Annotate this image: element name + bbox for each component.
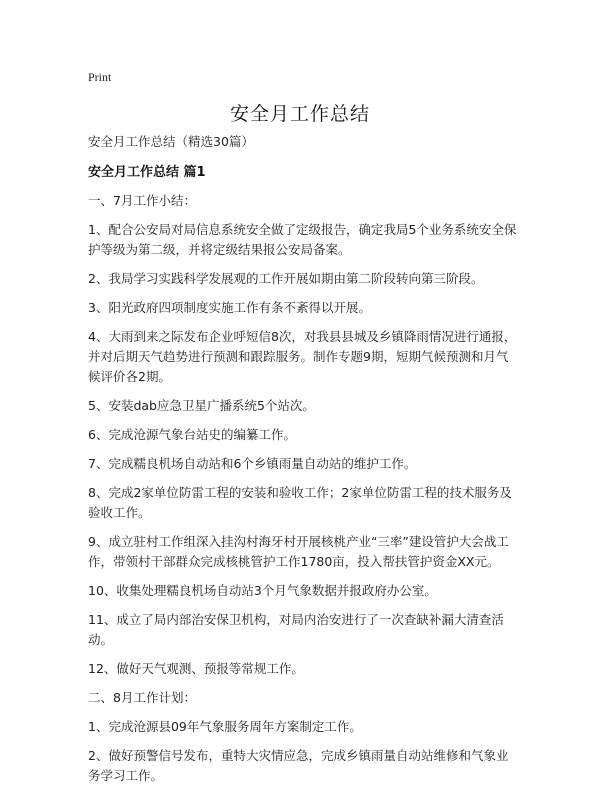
document-title: 安全月工作总结 — [229, 103, 370, 125]
paragraph-item-5: 5、安装dab应急卫星广播系统5个站次。 — [88, 398, 315, 413]
document-body — [88, 132, 518, 795]
paragraph-plan-item-2: 2、做好预警信号发布，重特大灾情应急，完成乡镇雨量自动站维修和气象业务学习工作。 — [88, 748, 509, 783]
paragraph-august-plan-heading: 二、8月工作计划： — [88, 690, 196, 705]
paragraph-item-7: 7、完成糯良机场自动站和6个乡镇雨量自动站的维护工作。 — [88, 456, 417, 471]
document-subtitle: 安全月工作总结（精选30篇） — [88, 134, 254, 149]
paragraph-item-2: 2、我局学习实践科学发展观的工作开展如期由第二阶段转向第三阶段。 — [88, 271, 484, 286]
paragraph-item-1: 1、配合公安局对局信息系统安全做了定级报告，确定我局5个业务系统安全保护等级为第二级，并将定级结果报公安局备案。 — [88, 222, 517, 257]
paragraph-plan-item-1: 1、完成沧源县09年气象服务周年方案制定工作。 — [88, 719, 362, 734]
paragraph-item-9: 9、成立驻村工作组深入挂沟村海牙村开展核桃产业“三率”建设管护大会战工作，带领村干部群众完成核桃管护工作1780亩，投入帮扶管护资金XX元。 — [88, 534, 509, 569]
paragraph-item-6: 6、完成沧源气象台站史的编纂工作。 — [88, 427, 296, 442]
paragraph-item-12: 12、做好天气观测、预报等常规工作。 — [88, 661, 304, 676]
print-link[interactable]: Print — [88, 70, 112, 84]
paragraph-item-11: 11、成立了局内部治安保卫机构，对局内治安进行了一次查缺补漏大清查活动。 — [88, 612, 504, 647]
paragraph-item-10: 10、收集处理糯良机场自动站3个月气象数据并报政府办公室。 — [88, 583, 437, 598]
section-heading: 安全月工作总结 篇1 — [88, 165, 206, 180]
paragraph-item-4: 4、大雨到来之际发布企业呼短信8次，对我县县城及乡镇降雨情况进行通报，并对后期天气趋势进行预测和跟踪服务。制作专题9期，短期气候预测和月气候评价各2期。 — [88, 329, 517, 384]
paragraph-july-summary-heading: 一、7月工作小结： — [88, 193, 196, 208]
paragraph-item-8: 8、完成2家单位防雷工程的安装和验收工作；2家单位防雷工程的技术服务及验收工作。 — [88, 485, 512, 520]
paragraph-item-3: 3、阳光政府四项制度实施工作有条不紊得以开展。 — [88, 300, 371, 315]
